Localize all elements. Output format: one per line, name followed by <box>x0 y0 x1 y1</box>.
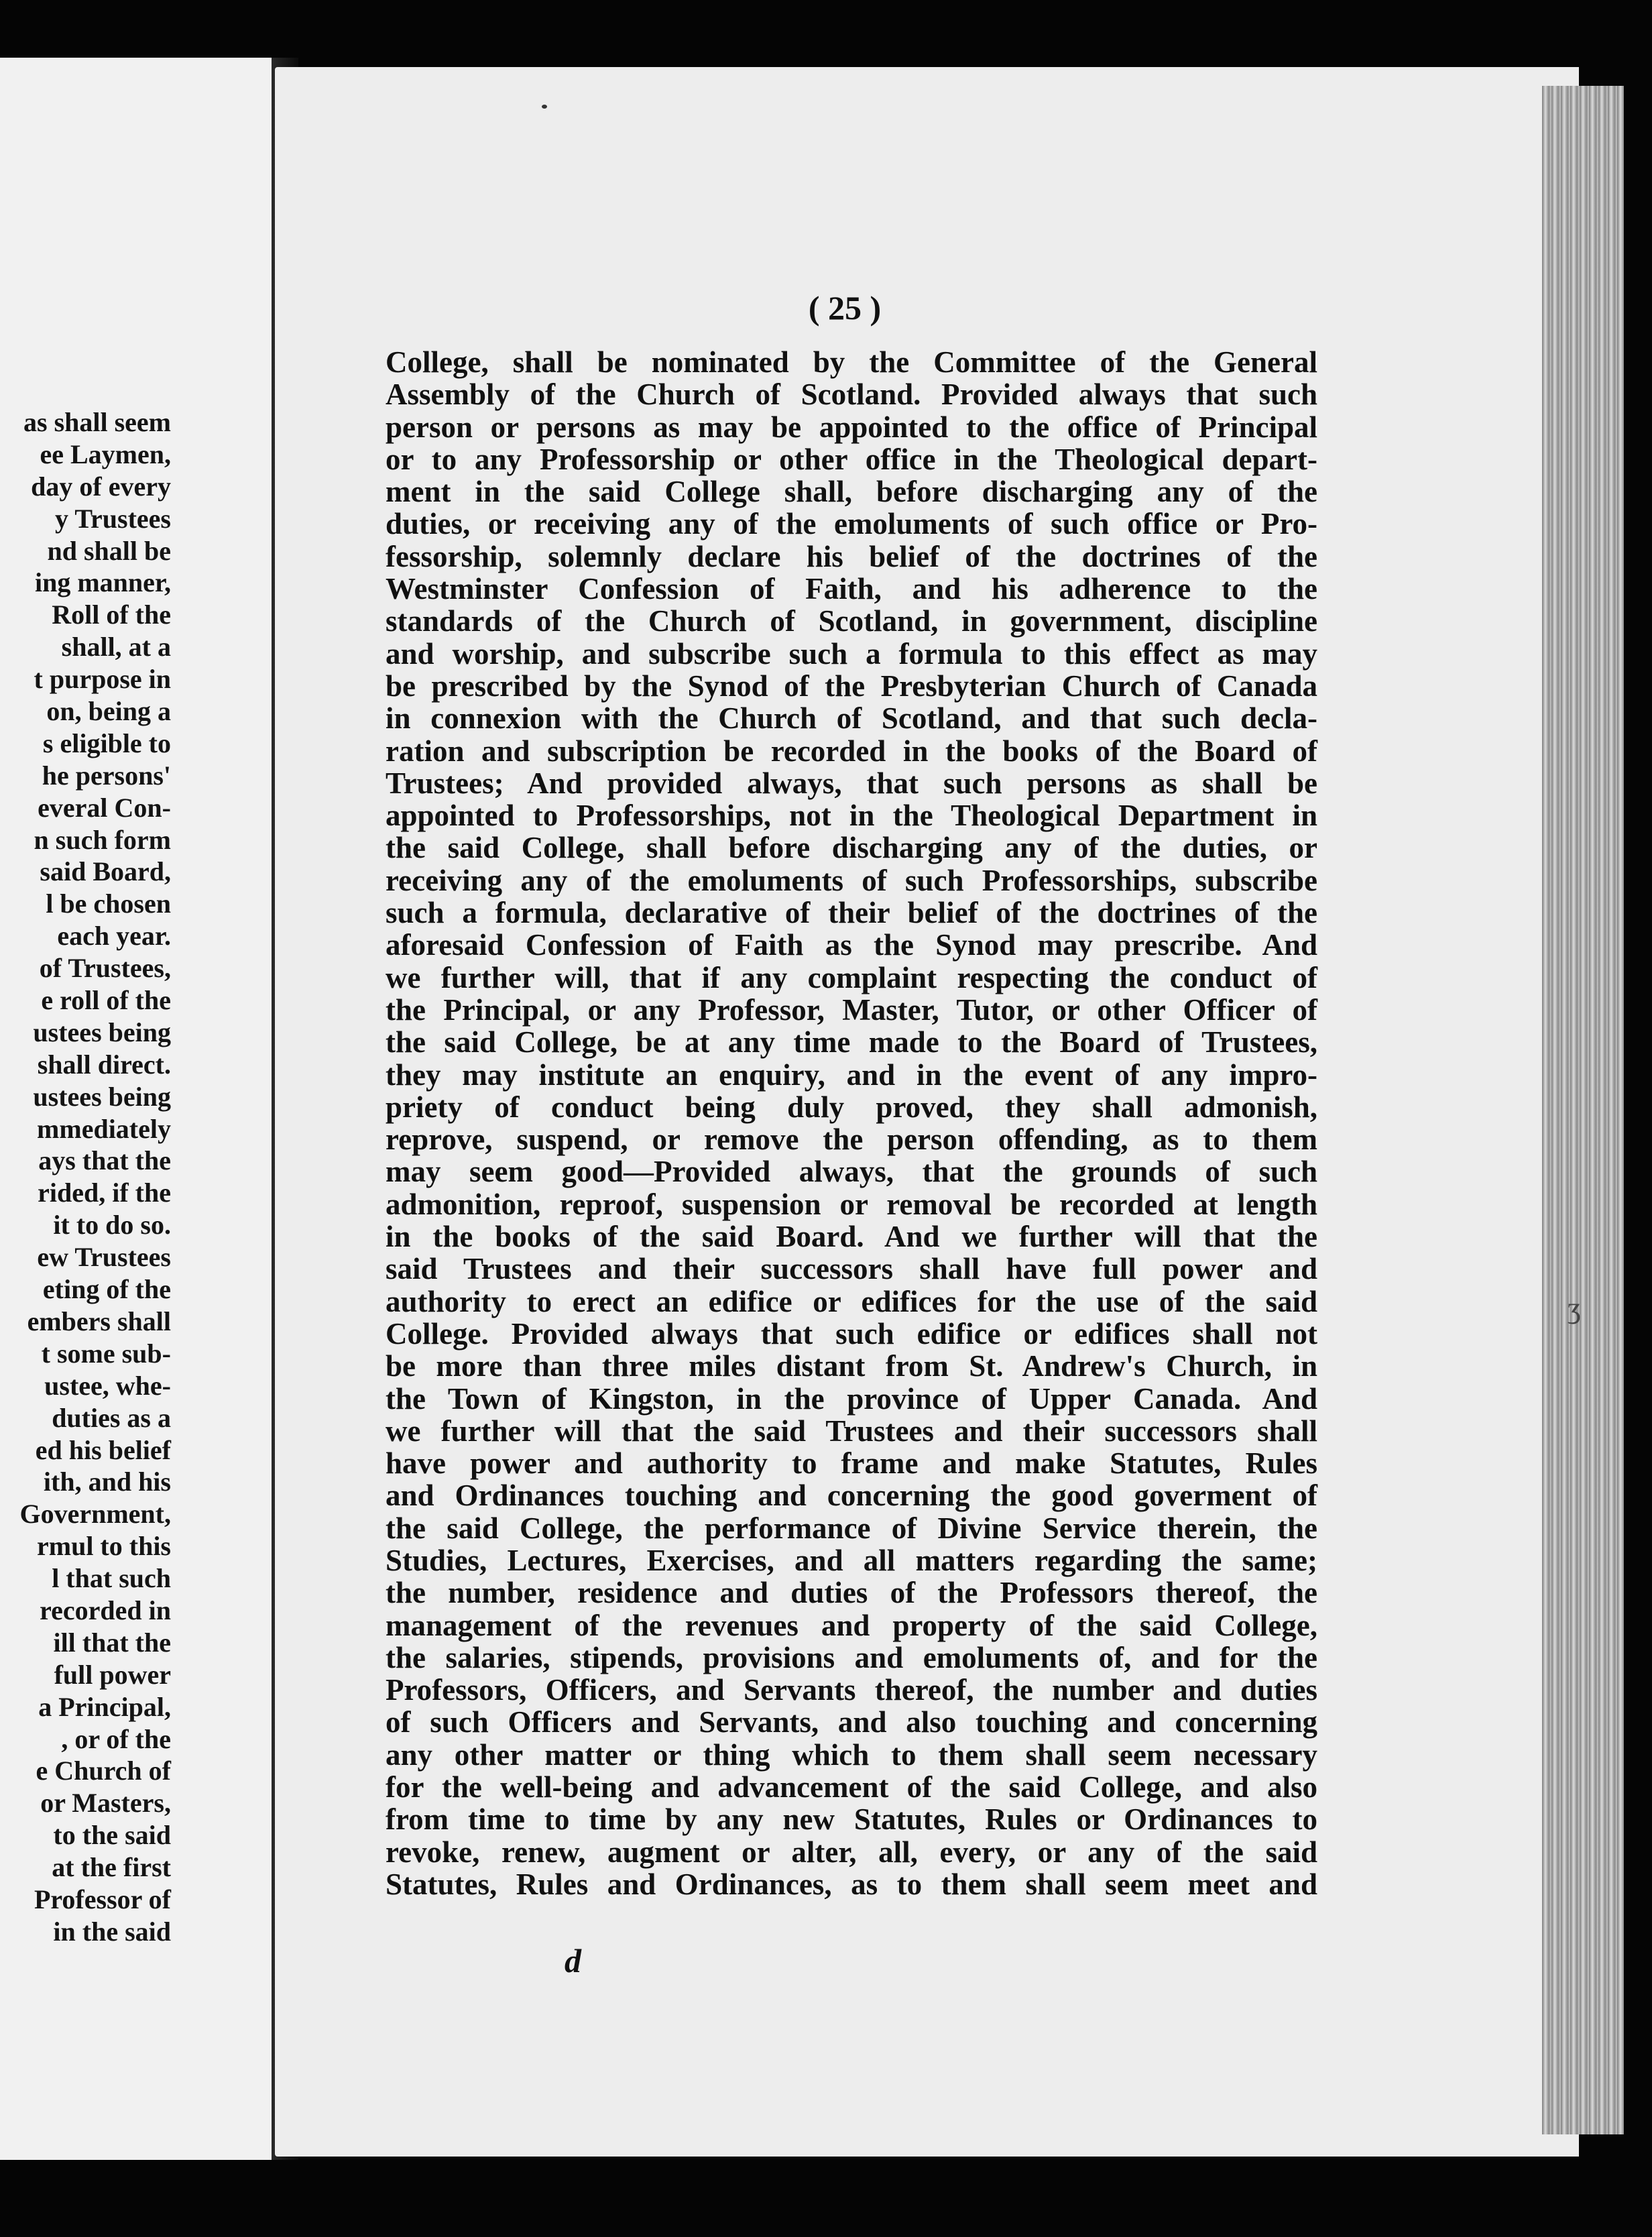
left-page-line: ill that the <box>53 1627 171 1658</box>
text-line: of such Officers and Servants, and also touching and concerning <box>386 1705 1317 1739</box>
left-page-line: , or of the <box>61 1723 171 1754</box>
left-page-line: n such form <box>34 824 171 855</box>
text-line: ment in the said College shall, before discharging any of the <box>386 475 1317 509</box>
left-page-line: at the first <box>52 1852 171 1883</box>
text-line: standards of the Church of Scotland, in government, discipline <box>386 604 1317 638</box>
left-page-line: ays that the <box>38 1145 171 1176</box>
text-line: the salaries, stipends, provisions and emoluments of, and for the <box>386 1640 1317 1674</box>
text-line: such a formula, declarative of their belief of the doctrines of the <box>386 896 1317 930</box>
text-line: management of the revenues and property of the said College, <box>386 1608 1317 1642</box>
left-page-line: shall direct. <box>37 1049 171 1080</box>
text-line: in connexion with the Church of Scotland, and that such decla- <box>386 701 1317 736</box>
left-page-line: rmul to this <box>37 1531 171 1562</box>
left-page-line: t purpose in <box>34 664 171 695</box>
text-line: Statutes, Rules and Ordinances, as to them shall seem meet and <box>386 1867 1317 1901</box>
left-page-line: as shall seem <box>23 407 171 437</box>
text-line: the said College, be at any time made to the Board of Trustees, <box>386 1025 1317 1059</box>
text-line: aforesaid Confession of Faith as the Synod may prescribe. And <box>386 928 1317 962</box>
text-line: fessorship, solemnly declare his belief of the doctrines of the <box>386 539 1317 573</box>
text-line: and worship, and subscribe such a formula to this effect as may <box>386 636 1317 671</box>
text-line: Studies, Lectures, Exercises, and all matters regarding the same; <box>386 1543 1317 1577</box>
left-page-line: ith, and his <box>43 1467 171 1497</box>
text-line: we further will that the said Trustees and their successors shall <box>386 1414 1317 1448</box>
left-page-line: he persons' <box>42 760 171 791</box>
text-line: and Ordinances touching and concerning the good goverment of <box>386 1479 1317 1513</box>
left-page-line: or Masters, <box>40 1788 171 1819</box>
left-page-text <box>0 406 171 1948</box>
left-page-line: Roll of the <box>52 599 171 630</box>
text-line: the said College, the performance of Divine Service therein, the <box>386 1511 1317 1545</box>
text-line: Trustees; And provided always, that such persons as shall be <box>386 766 1317 800</box>
left-page-line: embers shall <box>27 1306 171 1336</box>
text-line: Assembly of the Church of Scotland. Provided always that such <box>386 378 1317 412</box>
left-page-line: on, being a <box>46 696 171 727</box>
left-page-line: l be chosen <box>46 888 171 919</box>
text-line: College, shall be nominated by the Committee of the General <box>386 345 1317 379</box>
left-page-line: t some sub- <box>41 1338 171 1369</box>
page-number: ( 25 ) <box>808 289 882 327</box>
text-line: the number, residence and duties of the Professors thereof, the <box>386 1576 1317 1610</box>
left-page-line: eting of the <box>42 1274 171 1305</box>
text-line: they may institute an enquiry, and in the event of any impro- <box>386 1057 1317 1092</box>
left-page-line: rided, if the <box>38 1178 171 1208</box>
left-page-line: everal Con- <box>38 792 171 823</box>
left-page-line: nd shall be <box>47 535 171 566</box>
text-line: be more than three miles distant from St. Andrew's Church, in <box>386 1349 1317 1383</box>
body-text <box>386 346 1317 1900</box>
text-line: the Principal, or any Professor, Master, Tutor, or other Officer of <box>386 992 1317 1027</box>
text-line: have power and authority to frame and make Statutes, Rules <box>386 1446 1317 1481</box>
left-page-line: each year. <box>57 921 171 952</box>
text-line: from time to time by any new Statutes, Rules or Ordinances to <box>386 1802 1317 1837</box>
left-page-line: e roll of the <box>41 985 171 1016</box>
left-page-line: ustee, whe- <box>44 1370 171 1401</box>
left-page-line: y Trustees <box>55 503 171 534</box>
left-page-line: in the said <box>53 1916 171 1947</box>
left-page-line: mmediately <box>37 1113 171 1144</box>
left-page-line: e Church of <box>36 1756 171 1786</box>
text-line: duties, or receiving any of the emoluments of such office or Pro- <box>386 507 1317 541</box>
left-page-line: l that such <box>52 1563 171 1594</box>
left-page-line: ew Trustees <box>37 1242 171 1273</box>
left-page-line: s eligible to <box>42 728 171 758</box>
left-page-line: ustees being <box>33 1081 171 1112</box>
edge-mark: ʒ <box>1568 1292 1581 1324</box>
text-line: authority to erect an edifice or edifices for the use of the said <box>386 1284 1317 1318</box>
text-line: person or persons as may be appointed to the office of Principal <box>386 410 1317 444</box>
signature-mark: d <box>565 1942 581 1980</box>
left-page-line: ustees being <box>33 1017 171 1047</box>
text-line: reprove, suspend, or remove the person offending, as to them <box>386 1123 1317 1157</box>
text-line: receiving any of the emoluments of such Professorships, subscribe <box>386 863 1317 897</box>
left-page-line: Professor of <box>34 1884 171 1914</box>
text-line: ration and subscription be recorded in the books of the Board of <box>386 734 1317 768</box>
text-line: may seem good—Provided always, that the grounds of such <box>386 1155 1317 1189</box>
text-line: Westminster Confession of Faith, and his adherence to the <box>386 572 1317 606</box>
left-page-line: recorded in <box>40 1595 171 1625</box>
text-line: admonition, reproof, suspension or removal be recorded at length <box>386 1187 1317 1221</box>
left-page-line: ee Laymen, <box>40 439 171 469</box>
left-page-line: day of every <box>31 471 171 502</box>
left-page-line: said Board, <box>40 856 171 887</box>
text-line: Professors, Officers, and Servants thereof, the number and duties <box>386 1673 1317 1707</box>
text-line: for the well-being and advancement of the said College, and also <box>386 1770 1317 1804</box>
left-page-line: duties as a <box>52 1402 171 1433</box>
text-line: the said College, shall before discharging any of the duties, or <box>386 831 1317 865</box>
text-line: revoke, renew, augment or alter, all, every, or any of the said <box>386 1835 1317 1869</box>
text-line: be prescribed by the Synod of the Presbyterian Church of Canada <box>386 669 1317 703</box>
text-line: any other matter or thing which to them shall seem necessary <box>386 1737 1317 1772</box>
left-page <box>0 58 272 2160</box>
text-line: said Trustees and their successors shall have full power and <box>386 1252 1317 1286</box>
left-page-line: full power <box>54 1659 171 1690</box>
text-line: we further will, that if any complaint respecting the conduct of <box>386 960 1317 994</box>
left-page-line: a Principal, <box>38 1691 171 1722</box>
left-page-line: ing manner, <box>34 567 171 598</box>
text-line: College. Provided always that such edifice or edifices shall not <box>386 1316 1317 1351</box>
left-page-line: to the said <box>53 1820 171 1851</box>
left-page-line: it to do so. <box>53 1210 171 1241</box>
left-page-line: of Trustees, <box>39 953 171 984</box>
left-page-line: ed his belief <box>35 1434 171 1465</box>
ink-spot <box>542 105 547 109</box>
text-line: the Town of Kingston, in the province of Upper Canada. And <box>386 1381 1317 1416</box>
text-line: in the books of the said Board. And we further will that the <box>386 1220 1317 1254</box>
page-edges <box>1542 86 1624 2134</box>
left-page-line: Government, <box>19 1499 171 1530</box>
text-line: priety of conduct being duly proved, they shall admonish, <box>386 1090 1317 1124</box>
left-page-line: shall, at a <box>61 632 171 663</box>
text-line: appointed to Professorships, not in the Theological Department in <box>386 799 1317 833</box>
text-line: or to any Professorship or other office in the Theological depart- <box>386 442 1317 476</box>
